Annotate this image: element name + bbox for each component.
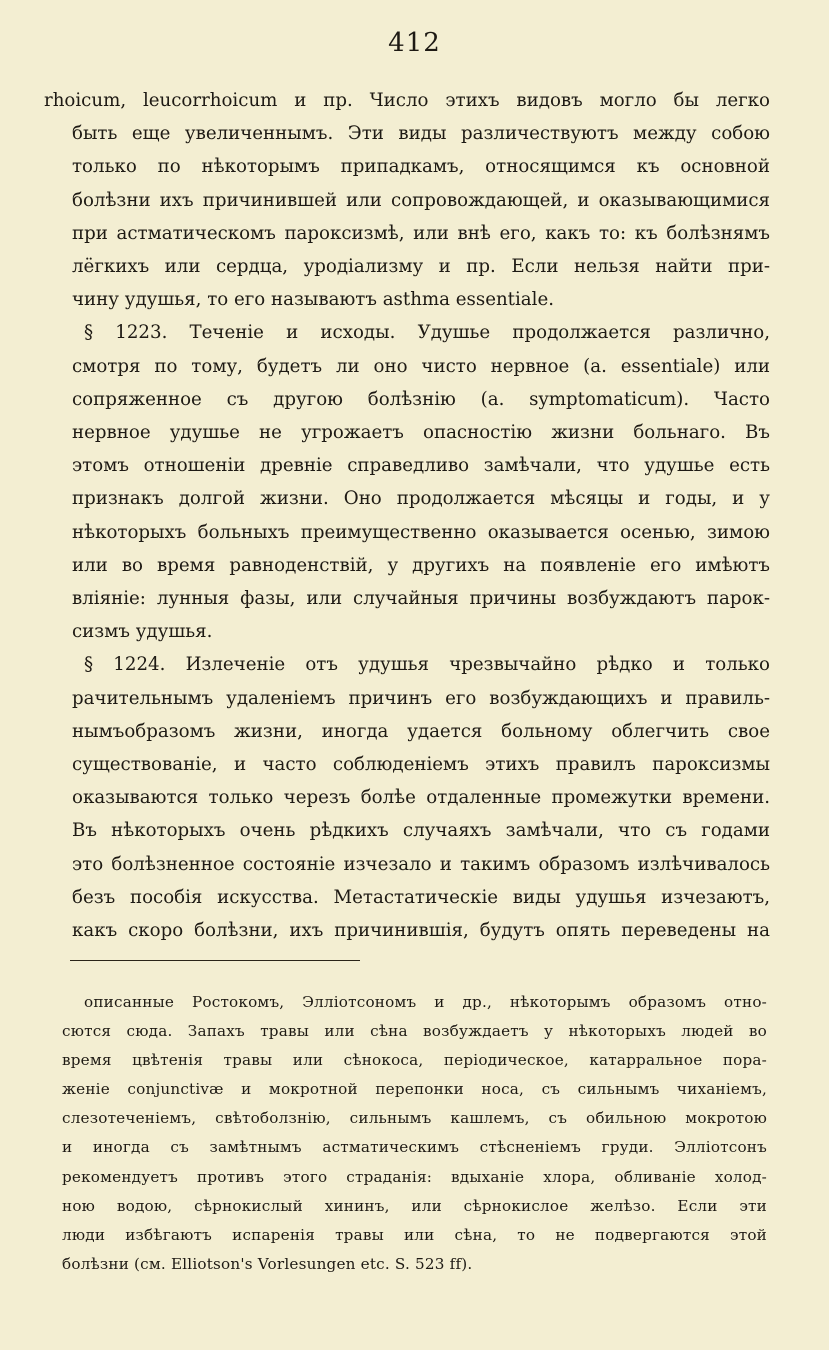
footnote-divider xyxy=(70,960,360,961)
section-heading-line: § 1224. Излеченіе отъ удушья чрезвычайно рѣдко и только xyxy=(84,654,770,676)
text-line: оказываются только черезъ болѣе отдаленные промежутки времени. xyxy=(72,787,770,809)
text-line: рачительнымъ удаленіемъ причинъ его возбуждающихъ и правиль- xyxy=(72,687,770,709)
section-heading-line: § 1223. Теченіе и исходы. Удушье продолжается различно, xyxy=(84,322,770,344)
text-line: Въ нѣкоторыхъ очень рѣдкихъ случаяхъ замѣчали, что съ годами xyxy=(72,820,770,842)
text-line: или во время равноденствій, у другихъ на появленіе его имѣютъ xyxy=(72,554,770,576)
footnote-line: болѣзни (см. Elliotson's Vorlesungen etc. S. 523 ff). xyxy=(62,1254,473,1273)
text-line: существованіе, и часто соблюденіемъ этихъ правилъ пароксизмы xyxy=(72,754,770,776)
footnote-line: описанные Ростокомъ, Эллiотсономъ и др., нѣкоторымъ образомъ отно- xyxy=(84,993,767,1011)
text-line: чину удушья, то его называютъ asthma essentiale. xyxy=(72,289,555,311)
text-line: признакъ долгой жизни. Оно продолжается мѣсяцы и годы, и у xyxy=(72,488,770,510)
text-line: при астматическомъ пароксизмѣ, или внѣ его, какъ то: къ болѣзнямъ xyxy=(72,222,770,244)
text-line: какъ скоро болѣзни, ихъ причинившія, будутъ опять переведены на xyxy=(72,920,770,942)
text-line: сопряженное съ другою болѣзнію (a. symptomaticum). Часто xyxy=(72,388,770,410)
footnote-line: женіе conjunctivæ и мокротной перепонки носа, съ сильнымъ чиханіемъ, xyxy=(62,1080,767,1099)
page-number: 412 xyxy=(388,28,441,58)
text-line: смотря по тому, будетъ ли оно чисто нервное (a. essentiale) или xyxy=(72,355,770,377)
text-line: вліяніе: лунныя фазы, или случайныя причины возбуждаютъ парок- xyxy=(72,588,770,610)
footnote-line: ною водою, сѣрнокислый хининъ, или сѣрнокислое желѣзо. Если эти xyxy=(62,1196,767,1215)
text-line: это болѣзненное состояніе изчезало и такимъ образомъ излѣчивалось xyxy=(72,853,770,875)
footnote-line: время цвѣтенія травы или сѣнокоса, періодическое, катарральное пора- xyxy=(62,1051,767,1070)
footnote-line: рекомендуетъ противъ этого страданія: вдыханіе хлора, обливаніе холод- xyxy=(62,1167,767,1186)
text-line: лёгкихъ или сердца, уродіализму и пр. Если нельзя найти при- xyxy=(72,256,770,278)
text-line: быть еще увеличеннымъ. Эти виды различествуютъ между собою xyxy=(72,123,770,145)
text-line: только по нѣкоторымъ припадкамъ, относящимся къ основной xyxy=(72,156,770,178)
footnote-line: слезотеченіемъ, свѣтоболзнію, сильнымъ кашлемъ, съ обильною мокротою xyxy=(62,1109,767,1128)
text-line: rhoicum, leucorrhoicum и пр. Число этихъ видовъ могло бы легко xyxy=(44,90,770,111)
text-line: безъ пособія искусства. Метастатическіе виды удушья изчезаютъ, xyxy=(72,886,770,908)
text-line: болѣзни ихъ причинившей или сопровождающей, и оказывающимися xyxy=(72,189,770,211)
main-text xyxy=(44,84,770,947)
footnote xyxy=(62,988,767,1279)
text-line: сизмъ удушья. xyxy=(72,621,213,643)
text-line: нѣкоторыхъ больныхъ преимущественно оказывается осенью, зимою xyxy=(72,521,770,543)
footnote-line: и иногда съ замѣтнымъ астматическимъ стѣсненіемъ груди. Эллiотсонъ xyxy=(62,1138,767,1157)
footnote-line: люди избѣгаютъ испаренія травы или сѣна, то не подвергаются этой xyxy=(62,1225,767,1244)
text-line: нымъобразомъ жизни, иногда удается больному облегчить свое xyxy=(72,720,770,742)
text-line: нервное удушье не угрожаетъ опасностію жизни больнаго. Въ xyxy=(72,422,770,444)
text-line: этомъ отношеніи древніе справедливо замѣчали, что удушье есть xyxy=(72,455,770,477)
footnote-line: сются сюда. Запахъ травы или сѣна возбуждаетъ у нѣкоторыхъ людей во xyxy=(62,1022,767,1041)
